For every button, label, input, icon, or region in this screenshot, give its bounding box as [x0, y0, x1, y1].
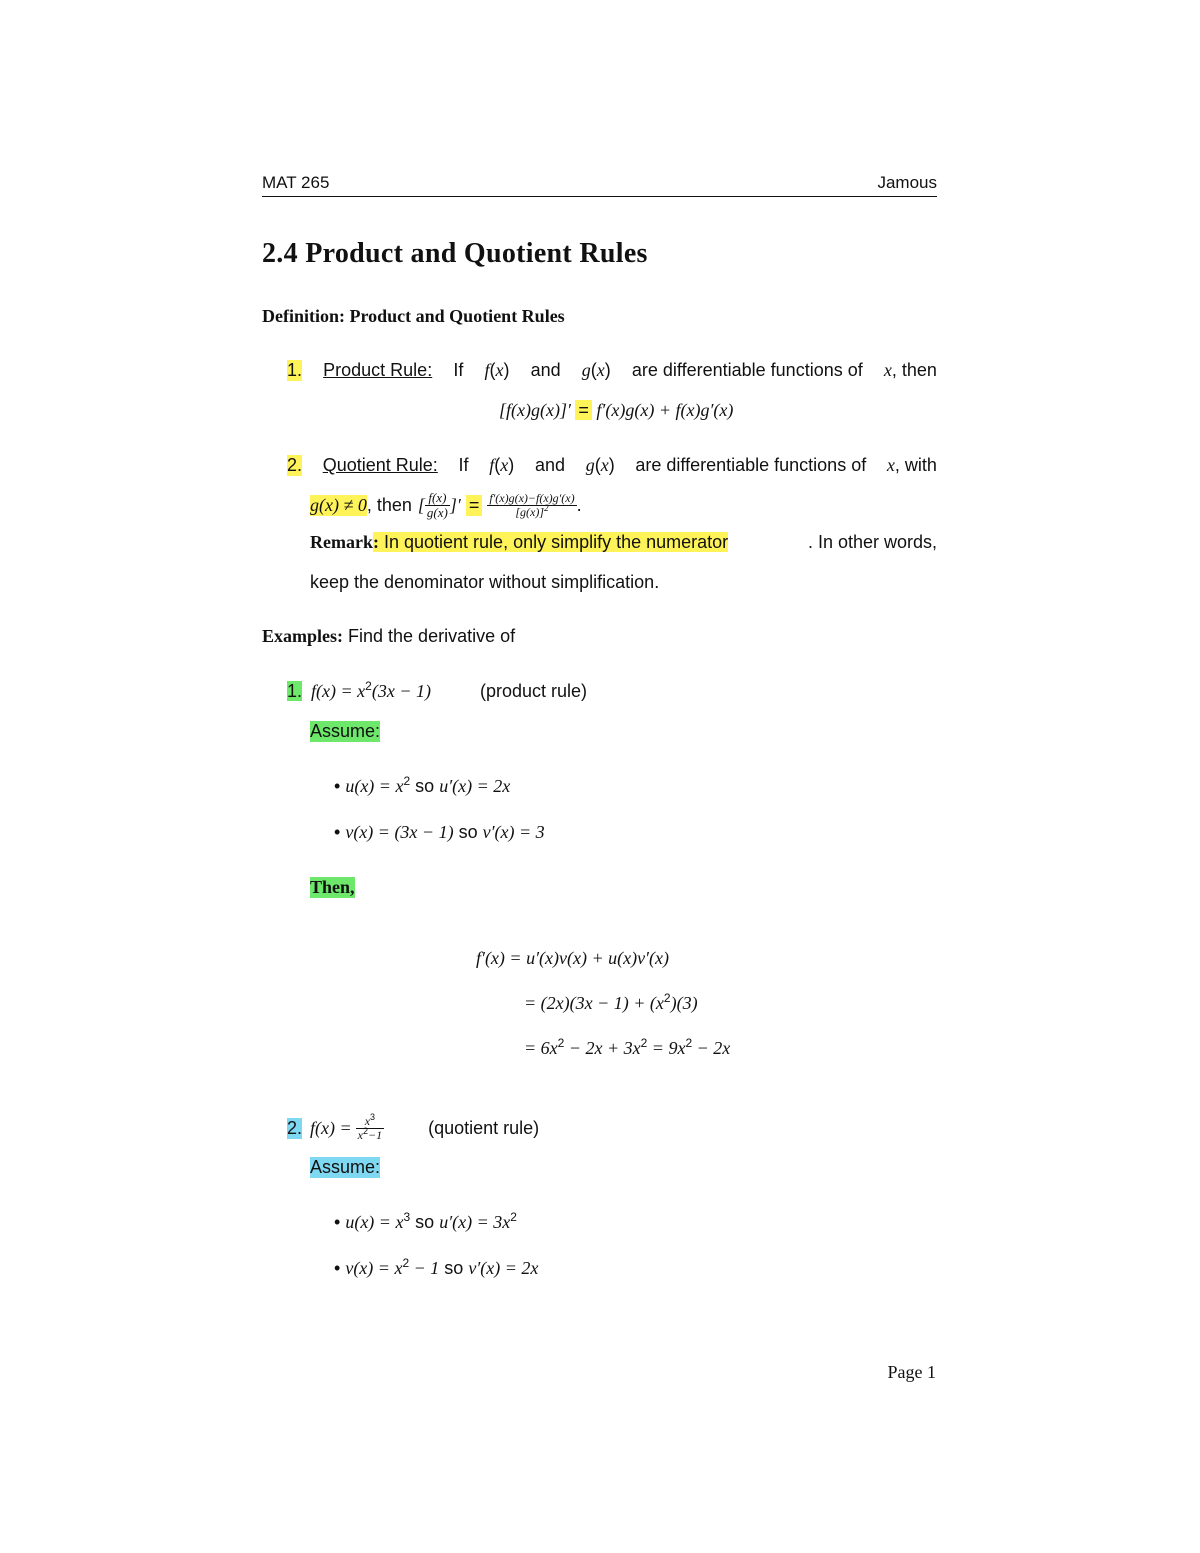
- text-then: , then: [366, 494, 412, 515]
- bullet-icon: •: [334, 1258, 341, 1278]
- product-eq-rhs: f′(x)g(x) + f(x)g′(x): [596, 400, 734, 420]
- gx-2: g(x): [585, 455, 615, 475]
- product-eq-lhs: [f(x)g(x)]′: [499, 400, 571, 420]
- product-rule-equation: [499, 400, 733, 421]
- fx: f(x): [484, 360, 510, 380]
- x-with: x, with: [886, 455, 937, 475]
- quotient-eq-sign: =: [466, 495, 483, 516]
- fx-2: f(x): [489, 455, 515, 475]
- example-2-assume: Assume:: [310, 1157, 381, 1177]
- remark-highlight: : In quotient rule, only simplify the numerator: [372, 532, 729, 552]
- product-rule-label: Product Rule:: [323, 360, 433, 380]
- text-are: are differentiable functions of: [631, 360, 863, 380]
- text-are-2: are differentiable functions of: [635, 455, 867, 475]
- example-number-1: 1.: [287, 681, 303, 701]
- header-author: Jamous: [877, 173, 937, 192]
- example-1-derivation-line-3: = $6x^2 - 2x + 3x^2 = 9x^2 - 2x$: [524, 1036, 731, 1058]
- text-and: and: [530, 360, 561, 380]
- example-2-bullet-2: • $v(x) = x^2 - 1$ so v′(x) = 2x: [334, 1256, 539, 1278]
- bracket-open: [: [417, 494, 425, 515]
- bullet-icon: •: [334, 822, 341, 842]
- page-number: Page 1: [887, 1362, 936, 1382]
- text-if: If: [453, 360, 464, 380]
- quotient-lhs-fraction: $\frac{f(x)}{g(x)}$: [426, 490, 448, 520]
- example-2-rule: (quotient rule): [428, 1117, 540, 1138]
- quotient-rhs-fraction: $\frac{f'(x)g(x)-f(x)g'(x)}{[g(x)]^2}$: [489, 491, 575, 519]
- x-then: x, then: [883, 360, 937, 380]
- quotient-condition: g(x) ≠ 0: [310, 494, 367, 515]
- example-1-derivation-line-2: = $(2x)(3x - 1) + (x^2)(3)$: [524, 991, 698, 1013]
- text-and-2: and: [534, 455, 565, 475]
- bullet-icon: •: [334, 1212, 341, 1232]
- header-rule: [262, 196, 937, 197]
- example-2-bullet-1: • $u(x) = x^3$ so $u'(x) = 3x^2$: [334, 1210, 517, 1232]
- definition-heading: Definition: Product and Quotient Rules: [262, 306, 565, 326]
- examples-instruction: Find the derivative of: [348, 626, 516, 646]
- item-number-2: 2.: [287, 455, 303, 475]
- remark-line-1: [310, 532, 937, 553]
- example-1-line: [287, 681, 587, 702]
- remark-rest-1: . In other words,: [807, 532, 937, 552]
- example-2-line: [287, 1110, 539, 1146]
- item-number-1: 1.: [287, 360, 303, 380]
- example-1-rule: (product rule): [479, 681, 588, 701]
- period: .: [576, 494, 582, 515]
- quotient-rule-equation-line: [310, 488, 582, 522]
- example-2-fraction: $\frac{x^3}{x^2-1}$: [357, 1112, 383, 1142]
- example-1-bullet-2: • v(x) = (3x − 1) so v′(x) = 3: [334, 822, 545, 842]
- quotient-rule-label: Quotient Rule:: [322, 455, 438, 475]
- example-2-function-lhs: f(x) =: [310, 1117, 352, 1138]
- header-course: MAT 265: [262, 173, 330, 192]
- bullet-icon: •: [334, 776, 341, 796]
- product-eq-sign: =: [575, 400, 592, 420]
- example-1-derivation-line-1: f′(x) = u′(x)v(x) + u(x)v′(x): [476, 948, 669, 968]
- example-1-then: Then,: [310, 877, 355, 897]
- example-1-bullet-1: • $u(x) = x^2$ so u′(x) = 2x: [334, 774, 511, 796]
- quotient-rule-line: [287, 455, 937, 476]
- gx: g(x): [581, 360, 611, 380]
- page-title: 2.4 Product and Quotient Rules: [262, 238, 648, 269]
- remark-line-2: keep the denominator without simplification.: [310, 572, 660, 592]
- example-1-assume: Assume:: [310, 721, 381, 741]
- bracket-close-prime: ]′: [449, 494, 461, 515]
- text-if-2: If: [458, 455, 469, 475]
- examples-label: Examples:: [262, 626, 343, 646]
- example-number-2: 2.: [287, 1117, 303, 1138]
- product-rule-line: [287, 360, 937, 381]
- remark-label: Remark: [310, 532, 373, 552]
- examples-heading: [262, 626, 515, 647]
- example-1-function: $f(x) = x^2(3x - 1)$: [311, 679, 431, 701]
